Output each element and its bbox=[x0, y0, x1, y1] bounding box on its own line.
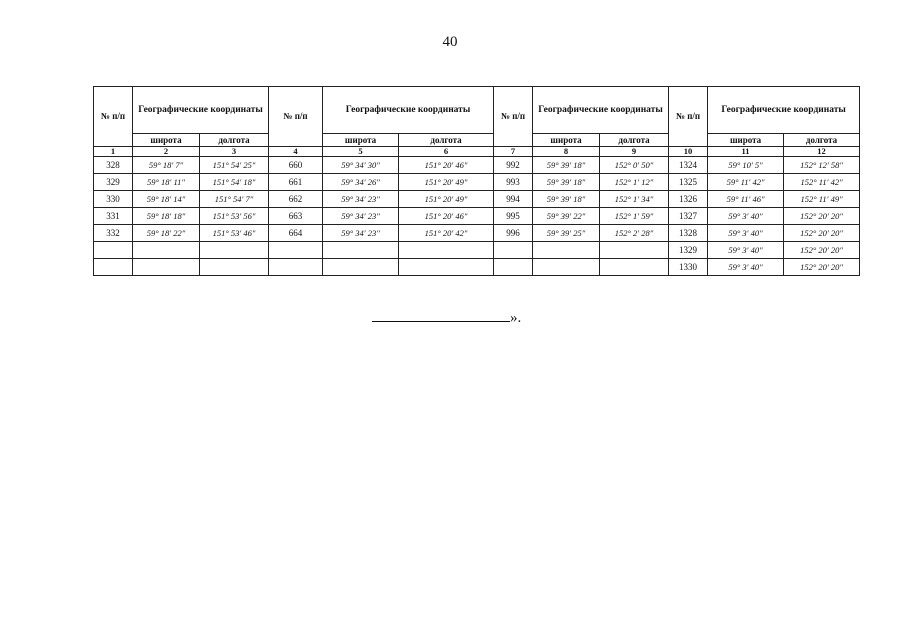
coordinate-cell bbox=[133, 242, 200, 259]
coordinate-cell bbox=[399, 242, 494, 259]
point-number-cell: 996 bbox=[494, 225, 533, 242]
coordinate-cell: 59° 18′ 18″ bbox=[133, 208, 200, 225]
point-number-cell: 1330 bbox=[669, 259, 708, 276]
column-number: 2 bbox=[133, 147, 200, 157]
column-number: 1 bbox=[94, 147, 133, 157]
coordinate-cell: 151° 53′ 56″ bbox=[200, 208, 269, 225]
coordinate-cell: 59° 39′ 18″ bbox=[533, 191, 600, 208]
longitude-header: долгота bbox=[784, 134, 860, 147]
coordinate-cell: 151° 54′ 18″ bbox=[200, 174, 269, 191]
coordinate-cell: 59° 39′ 18″ bbox=[533, 174, 600, 191]
page-number: 40 bbox=[442, 34, 458, 50]
coordinate-cell: 59° 10′ 5″ bbox=[708, 157, 784, 174]
point-number-cell: 1326 bbox=[669, 191, 708, 208]
coordinate-cell: 59° 3′ 40″ bbox=[708, 225, 784, 242]
column-number: 6 bbox=[399, 147, 494, 157]
coordinate-cell bbox=[600, 242, 669, 259]
coordinate-cell: 151° 20′ 49″ bbox=[399, 174, 494, 191]
coordinate-cell: 59° 18′ 11″ bbox=[133, 174, 200, 191]
latitude-header: широта bbox=[323, 134, 399, 147]
point-number-cell: 663 bbox=[269, 208, 323, 225]
coordinate-cell: 59° 18′ 22″ bbox=[133, 225, 200, 242]
point-number-cell bbox=[94, 242, 133, 259]
point-number-cell: 1327 bbox=[669, 208, 708, 225]
coordinate-cell: 151° 20′ 49″ bbox=[399, 191, 494, 208]
coordinate-cell bbox=[533, 242, 600, 259]
coordinate-cell: 59° 18′ 7″ bbox=[133, 157, 200, 174]
longitude-header: долгота bbox=[600, 134, 669, 147]
column-number: 5 bbox=[323, 147, 399, 157]
table-body bbox=[94, 157, 860, 276]
coordinate-cell: 151° 20′ 46″ bbox=[399, 157, 494, 174]
table-row bbox=[94, 225, 860, 242]
coordinate-cell: 59° 3′ 40″ bbox=[708, 259, 784, 276]
table-row bbox=[94, 259, 860, 276]
column-number: 12 bbox=[784, 147, 860, 157]
column-number: 8 bbox=[533, 147, 600, 157]
point-number-cell bbox=[94, 259, 133, 276]
coordinate-cell: 59° 34′ 23″ bbox=[323, 208, 399, 225]
num-header: № п/п bbox=[269, 87, 323, 147]
coords-group-header: Географические координаты bbox=[533, 87, 669, 134]
column-number: 9 bbox=[600, 147, 669, 157]
coordinate-cell: 59° 3′ 40″ bbox=[708, 242, 784, 259]
coordinate-cell: 152° 20′ 20″ bbox=[784, 242, 860, 259]
coordinate-cell: 59° 11′ 42″ bbox=[708, 174, 784, 191]
coordinate-cell: 59° 18′ 14″ bbox=[133, 191, 200, 208]
coordinate-cell: 59° 34′ 26″ bbox=[323, 174, 399, 191]
coordinate-cell: 152° 20′ 20″ bbox=[784, 208, 860, 225]
point-number-cell: 330 bbox=[94, 191, 133, 208]
point-number-cell bbox=[494, 242, 533, 259]
table-row bbox=[94, 242, 860, 259]
point-number-cell: 992 bbox=[494, 157, 533, 174]
point-number-cell: 1325 bbox=[669, 174, 708, 191]
num-header: № п/п bbox=[494, 87, 533, 147]
coords-group-header: Географические координаты bbox=[133, 87, 269, 134]
point-number-cell: 662 bbox=[269, 191, 323, 208]
coordinate-cell: 59° 34′ 23″ bbox=[323, 225, 399, 242]
point-number-cell: 664 bbox=[269, 225, 323, 242]
table-row bbox=[94, 174, 860, 191]
table-row bbox=[94, 157, 860, 174]
latitude-header: широта bbox=[708, 134, 784, 147]
coordinate-cell: 152° 11′ 42″ bbox=[784, 174, 860, 191]
column-number: 3 bbox=[200, 147, 269, 157]
point-number-cell: 994 bbox=[494, 191, 533, 208]
column-number: 11 bbox=[708, 147, 784, 157]
point-number-cell bbox=[494, 259, 533, 276]
coordinate-cell bbox=[323, 242, 399, 259]
coordinate-cell bbox=[533, 259, 600, 276]
point-number-cell: 1328 bbox=[669, 225, 708, 242]
point-number-cell: 329 bbox=[94, 174, 133, 191]
coordinate-cell: 59° 11′ 46″ bbox=[708, 191, 784, 208]
coordinate-cell: 59° 34′ 23″ bbox=[323, 191, 399, 208]
coordinate-cell bbox=[323, 259, 399, 276]
point-number-cell bbox=[269, 259, 323, 276]
coordinate-cell: 59° 39′ 22″ bbox=[533, 208, 600, 225]
coordinate-cell: 151° 20′ 46″ bbox=[399, 208, 494, 225]
coordinate-cell: 59° 39′ 18″ bbox=[533, 157, 600, 174]
closing-mark bbox=[372, 309, 521, 327]
point-number-cell: 328 bbox=[94, 157, 133, 174]
column-number: 10 bbox=[669, 147, 708, 157]
point-number-cell bbox=[269, 242, 323, 259]
coordinate-cell: 151° 54′ 25″ bbox=[200, 157, 269, 174]
coordinate-cell: 152° 20′ 20″ bbox=[784, 259, 860, 276]
coordinate-cell: 59° 39′ 25″ bbox=[533, 225, 600, 242]
coordinate-cell bbox=[133, 259, 200, 276]
num-header: № п/п bbox=[669, 87, 708, 147]
signature-line bbox=[372, 309, 510, 322]
point-number-cell: 661 bbox=[269, 174, 323, 191]
coordinate-cell: 152° 0′ 50″ bbox=[600, 157, 669, 174]
table-row bbox=[94, 191, 860, 208]
point-number-cell: 1324 bbox=[669, 157, 708, 174]
longitude-header: долгота bbox=[200, 134, 269, 147]
coordinate-cell: 152° 1′ 59″ bbox=[600, 208, 669, 225]
coordinate-cell: 59° 34′ 30″ bbox=[323, 157, 399, 174]
coords-group-header: Географические координаты bbox=[708, 87, 860, 134]
coordinate-cell bbox=[200, 242, 269, 259]
num-header: № п/п bbox=[94, 87, 133, 147]
point-number-cell: 995 bbox=[494, 208, 533, 225]
column-number: 4 bbox=[269, 147, 323, 157]
point-number-cell: 331 bbox=[94, 208, 133, 225]
closing-quote: ». bbox=[510, 310, 522, 326]
latitude-header: широта bbox=[133, 134, 200, 147]
coordinate-cell: 152° 12′ 58″ bbox=[784, 157, 860, 174]
coordinates-table bbox=[93, 86, 860, 276]
coordinate-cell: 152° 20′ 20″ bbox=[784, 225, 860, 242]
coords-group-header: Географические координаты bbox=[323, 87, 494, 134]
coordinate-cell bbox=[200, 259, 269, 276]
coordinate-cell: 152° 11′ 49″ bbox=[784, 191, 860, 208]
point-number-cell: 660 bbox=[269, 157, 323, 174]
coordinate-cell: 152° 1′ 12″ bbox=[600, 174, 669, 191]
coordinate-cell bbox=[600, 259, 669, 276]
point-number-cell: 993 bbox=[494, 174, 533, 191]
coordinate-cell bbox=[399, 259, 494, 276]
longitude-header: долгота bbox=[399, 134, 494, 147]
coordinate-cell: 151° 20′ 42″ bbox=[399, 225, 494, 242]
coordinate-cell: 151° 54′ 7″ bbox=[200, 191, 269, 208]
point-number-cell: 332 bbox=[94, 225, 133, 242]
coordinate-cell: 152° 2′ 28″ bbox=[600, 225, 669, 242]
coordinate-cell: 152° 1′ 34″ bbox=[600, 191, 669, 208]
latitude-header: широта bbox=[533, 134, 600, 147]
coordinate-cell: 151° 53′ 46″ bbox=[200, 225, 269, 242]
coordinate-cell: 59° 3′ 40″ bbox=[708, 208, 784, 225]
table-row bbox=[94, 208, 860, 225]
point-number-cell: 1329 bbox=[669, 242, 708, 259]
column-number: 7 bbox=[494, 147, 533, 157]
